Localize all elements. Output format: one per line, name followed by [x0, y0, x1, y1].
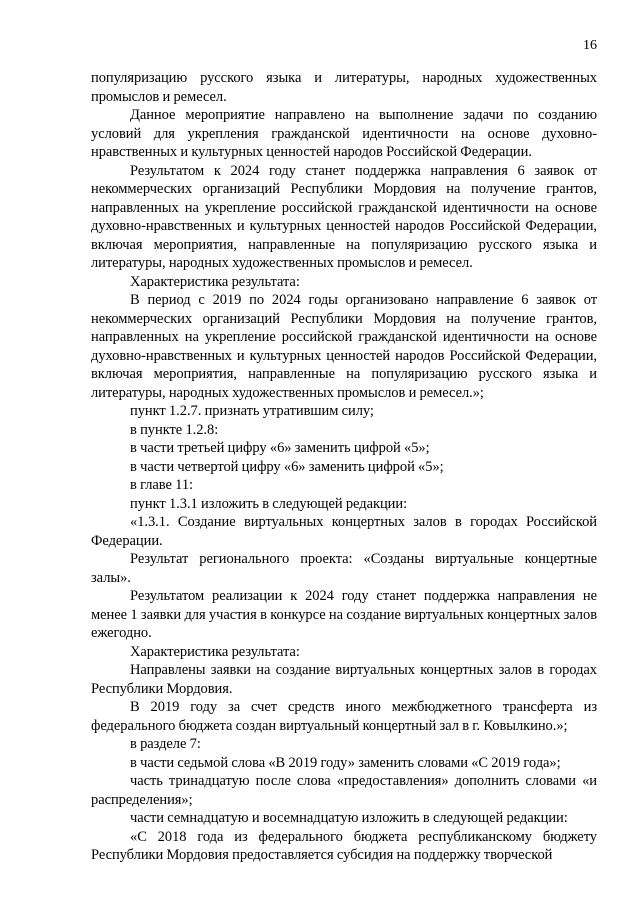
- paragraph: Результат регионального проекта: «Созданы виртуальные концертные залы».: [91, 551, 597, 586]
- paragraph: в пункте 1.2.8:: [130, 421, 219, 438]
- paragraph: пункт 1.3.1 изложить в следующей редакции:: [130, 495, 408, 512]
- paragraph: В период с 2019 по 2024 годы организовано направление 6 заявок от некоммерческих организаций Республики Мордовия на получение грантов, направленных на укрепление российской гражданской идентичности на основе духовно-нравственных и культурных ценностей народов Российской Федерации, включая мероприятия, направленные на популяризацию русского языка и литературы, народных художественных промыслов и ремесел.»;: [91, 292, 597, 401]
- paragraph: в части седьмой слова «В 2019 году» заменить словами «С 2019 года»;: [130, 754, 561, 771]
- paragraph: пункт 1.2.7. признать утратившим силу;: [130, 403, 374, 419]
- paragraph: в главе 11:: [130, 477, 194, 493]
- paragraph: Характеристика результата:: [130, 643, 300, 660]
- paragraph: Направлены заявки на создание виртуальных концертных залов в городах Республики Мордовия.: [91, 662, 597, 697]
- paragraph: в части третьей цифру «6» заменить цифрой «5»;: [130, 440, 430, 456]
- paragraph: Характеристика результата:: [130, 273, 300, 290]
- paragraph: в части четвертой цифру «6» заменить цифрой «5»;: [130, 458, 444, 475]
- page-number: 16: [583, 38, 597, 53]
- paragraph: «С 2018 года из федерального бюджета республиканскому бюджету Республики Мордовия предоставляется субсидия на поддержку творческой: [91, 828, 597, 863]
- paragraph: часть тринадцатую после слова «предоставления» дополнить словами «и распределения»;: [91, 773, 597, 808]
- paragraph: Данное мероприятие направлено на выполнение задачи по созданию условий для укрепления гражданской идентичности на основе духовно-нравственных и культурных ценностей народов Российской Федерации.: [91, 107, 597, 160]
- paragraph: В 2019 году за счет средств иного межбюджетного трансферта из федерального бюджета создан виртуальный концертный зал в г. Ковылкино.»;: [91, 699, 597, 734]
- paragraph: части семнадцатую и восемнадцатую изложить в следующей редакции:: [130, 810, 568, 826]
- paragraph: популяризацию русского языка и литературы, народных художественных промыслов и ремесел.: [91, 70, 597, 105]
- paragraph: Результатом к 2024 году станет поддержка направления 6 заявок от некоммерческих организаций Республики Мордовия на получение грантов, направленных на укрепление российской гражданской идентичности на основе духовно-нравственных и культурных ценностей народов Российской Федерации, включая мероприятия, направленные на популяризацию русского языка и литературы, народных художественных промыслов и ремесел.: [91, 162, 597, 271]
- paragraph: в разделе 7:: [130, 736, 201, 752]
- paragraph: Результатом реализации к 2024 году станет поддержка направления не менее 1 заявки для участия в конкурсе на создание виртуальных концертных залов ежегодно.: [91, 588, 597, 641]
- document-body: [91, 69, 597, 865]
- paragraph: «1.3.1. Создание виртуальных концертных залов в городах Российской Федерации.: [91, 514, 597, 549]
